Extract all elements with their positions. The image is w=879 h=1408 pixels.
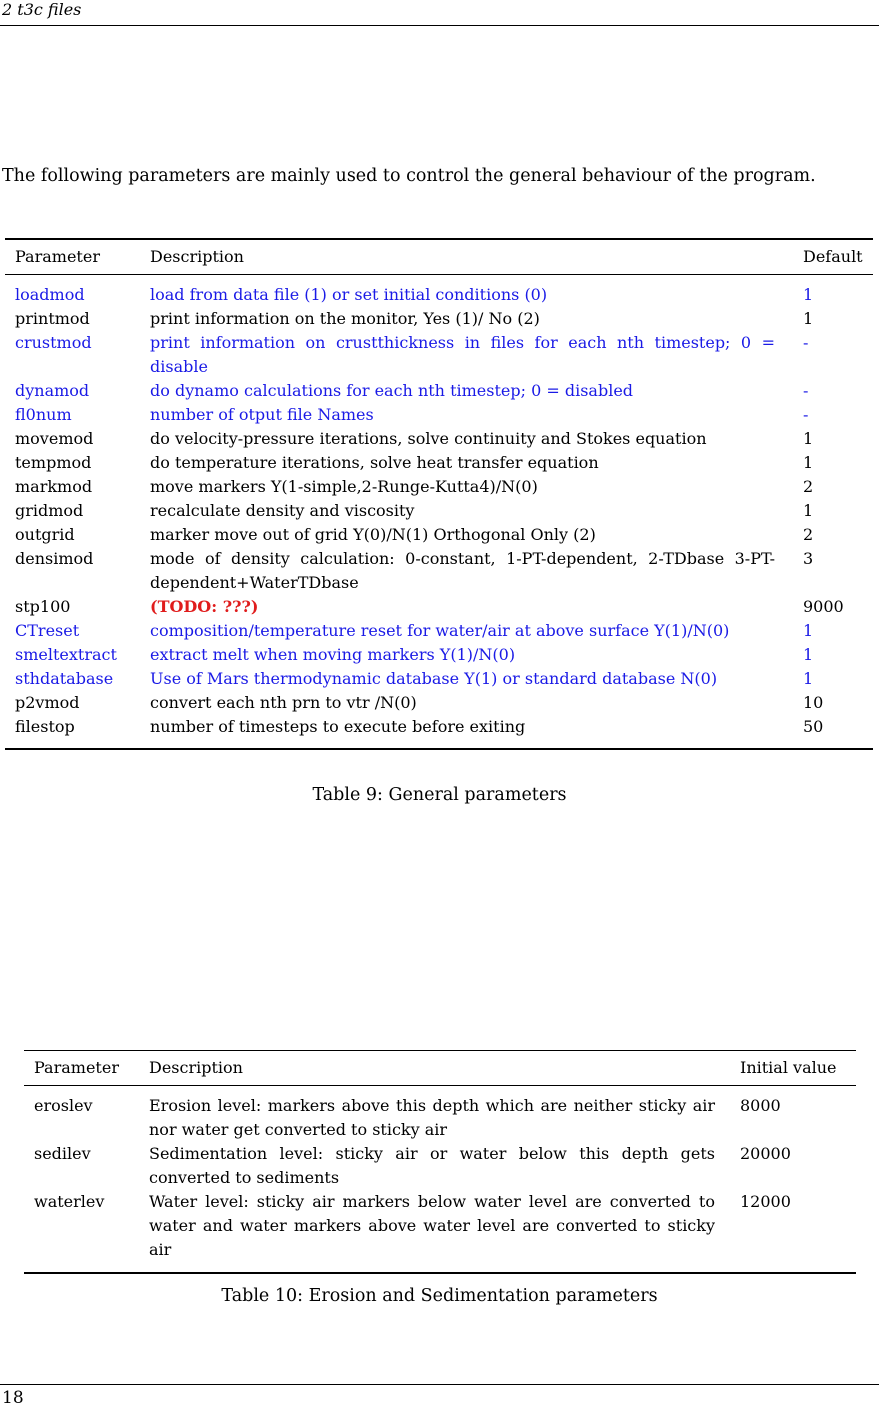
- parameter-description: number of timesteps to execute before exiting: [150, 717, 526, 736]
- parameter-default: 1: [803, 669, 814, 688]
- parameter-default: 10: [803, 693, 824, 712]
- parameter-name: markmod: [15, 477, 93, 496]
- parameter-name: eroslev: [34, 1096, 93, 1115]
- parameter-description: print information on the monitor, Yes (1)/ No (2): [150, 309, 540, 328]
- table-row: [5, 595, 873, 619]
- parameter-default: 1: [803, 309, 814, 328]
- parameter-name: smeltextract: [15, 645, 117, 664]
- parameter-name: movemod: [15, 429, 94, 448]
- header-rule: [0, 25, 879, 26]
- column-header-parameter: Parameter: [34, 1058, 119, 1077]
- table-row: [5, 715, 873, 749]
- table-row: [5, 475, 873, 499]
- table-row: [5, 619, 873, 643]
- table-row: [24, 1190, 856, 1273]
- parameter-description: Erosion level: markers above this depth which are neither sticky air nor water get converted to sticky air: [149, 1096, 715, 1139]
- parameter-description: convert each nth prn to vtr /N(0): [150, 693, 417, 712]
- parameter-name: crustmod: [15, 333, 92, 352]
- parameter-description: recalculate density and viscosity: [150, 501, 415, 520]
- parameter-default: 2: [803, 477, 814, 496]
- parameter-description: do velocity-pressure iterations, solve continuity and Stokes equation: [150, 429, 707, 448]
- page-number: 18: [2, 1388, 24, 1408]
- column-header-default: Default: [803, 247, 863, 266]
- parameter-description: do temperature iterations, solve heat transfer equation: [150, 453, 599, 472]
- parameter-description: mode of density calculation: 0-constant, 1-PT-dependent, 2-TDbase 3-PT-dependent+WaterTDbase: [150, 549, 775, 592]
- column-header-initial-value: Initial value: [740, 1058, 837, 1077]
- parameter-description: number of otput file Names: [150, 405, 374, 424]
- table-row: [5, 451, 873, 475]
- parameter-default: 1: [803, 285, 814, 304]
- parameter-name: CTreset: [15, 621, 80, 640]
- parameter-name: printmod: [15, 309, 90, 328]
- table-row: [24, 1086, 856, 1143]
- parameter-name: dynamod: [15, 381, 90, 400]
- parameter-default: 50: [803, 717, 824, 736]
- intro-paragraph: The following parameters are mainly used to control the general behaviour of the program.: [2, 166, 816, 186]
- parameter-name: sthdatabase: [15, 669, 114, 688]
- parameter-name: fl0num: [15, 405, 72, 424]
- parameter-description: move markers Y(1-simple,2-Runge-Kutta4)/N(0): [150, 477, 538, 496]
- parameter-initial-value: 12000: [740, 1192, 791, 1211]
- erosion-sedimentation-table: [24, 1050, 856, 1274]
- table-row: [5, 643, 873, 667]
- parameter-initial-value: 8000: [740, 1096, 781, 1115]
- parameter-default: 1: [803, 645, 814, 664]
- parameter-name: loadmod: [15, 285, 85, 304]
- column-header-parameter: Parameter: [15, 247, 100, 266]
- parameter-name: gridmod: [15, 501, 84, 520]
- table-row: [5, 691, 873, 715]
- parameter-name: densimod: [15, 549, 94, 568]
- table-row: [5, 667, 873, 691]
- table-header-row: [5, 239, 873, 275]
- parameter-default: 1: [803, 501, 814, 520]
- table-row: [5, 523, 873, 547]
- parameter-name: sedilev: [34, 1144, 91, 1163]
- parameter-description: composition/temperature reset for water/air at above surface Y(1)/N(0): [150, 621, 730, 640]
- parameter-description: marker move out of grid Y(0)/N(1) Orthogonal Only (2): [150, 525, 596, 544]
- table-row: [5, 275, 873, 308]
- table-row: [5, 379, 873, 403]
- parameter-default: -: [803, 333, 809, 352]
- parameter-name: outgrid: [15, 525, 75, 544]
- parameter-description: Water level: sticky air markers below water level are converted to water and water markers above water level are converted to sticky air: [149, 1192, 715, 1259]
- running-head: 2 t3c files: [2, 0, 82, 19]
- footer-rule: [0, 1384, 879, 1385]
- parameter-initial-value: 20000: [740, 1144, 791, 1163]
- parameter-default: 1: [803, 453, 814, 472]
- parameter-default: 1: [803, 621, 814, 640]
- parameter-description: load from data file (1) or set initial conditions (0): [150, 285, 548, 304]
- table-row: [5, 547, 873, 595]
- column-header-description: Description: [149, 1058, 243, 1077]
- parameter-default: -: [803, 405, 809, 424]
- parameter-default: -: [803, 381, 809, 400]
- table-row: [5, 499, 873, 523]
- parameter-description: print information on crustthickness in files for each nth timestep; 0 = disable: [150, 333, 775, 376]
- parameter-description: Use of Mars thermodynamic database Y(1) or standard database N(0): [150, 669, 718, 688]
- column-header-description: Description: [150, 247, 244, 266]
- parameter-name: stp100: [15, 597, 71, 616]
- parameter-name: waterlev: [34, 1192, 105, 1211]
- table-row: [24, 1142, 856, 1190]
- general-parameters-table: [5, 238, 873, 750]
- parameter-description: Sedimentation level: sticky air or water below this depth gets converted to sediments: [149, 1144, 715, 1187]
- parameter-name: filestop: [15, 717, 75, 736]
- table-row: [5, 403, 873, 427]
- erosion-sedimentation-body: [24, 1086, 856, 1274]
- table-row: [5, 427, 873, 451]
- parameter-description: (TODO: ???): [150, 597, 259, 616]
- general-parameters-body: [5, 275, 873, 750]
- table10-caption: Table 10: Erosion and Sedimentation parameters: [221, 1286, 658, 1306]
- parameter-default: 1: [803, 429, 814, 448]
- parameter-description: extract melt when moving markers Y(1)/N(0): [150, 645, 516, 664]
- parameter-default: 2: [803, 525, 814, 544]
- parameter-default: 3: [803, 549, 814, 568]
- table9-caption: Table 9: General parameters: [312, 785, 567, 805]
- table-row: [5, 307, 873, 331]
- table-row: [5, 331, 873, 379]
- parameter-description: do dynamo calculations for each nth timestep; 0 = disabled: [150, 381, 634, 400]
- parameter-name: tempmod: [15, 453, 92, 472]
- parameter-default: 9000: [803, 597, 844, 616]
- parameter-name: p2vmod: [15, 693, 80, 712]
- table-header-row: [24, 1051, 856, 1086]
